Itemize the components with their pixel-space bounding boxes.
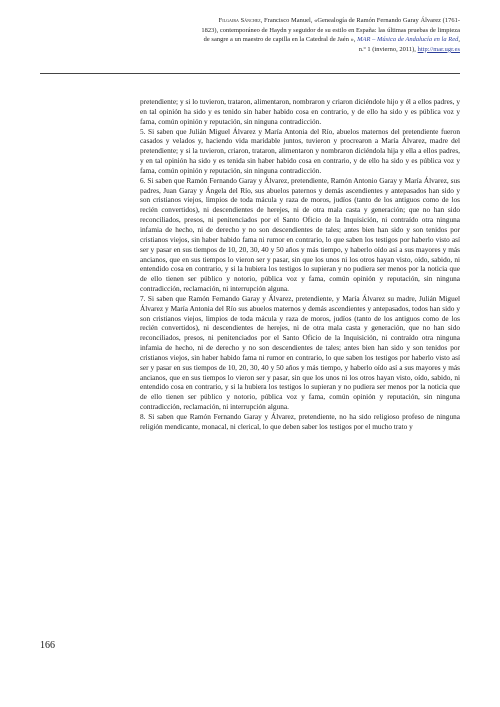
- paragraph-item-8: 8. Si saben que Ramón Fernando Garay y Álvarez, pretendiente, no ha sido religioso profeso de ninguna religión mendicante, monacal, ni clerical, lo que deben saber los testigos por el mucho trato y: [140, 412, 460, 431]
- page-number: 166: [40, 640, 55, 651]
- citation-author: Filgaira Sánchez: [218, 17, 261, 24]
- journal-link[interactable]: http://mar.ugr.es: [417, 45, 460, 53]
- paragraph-item-6: 6. Si saben que Ramón Fernando Garay y Álvarez, pretendiente, Ramón Antonio Garay y María Álvarez, sus padres, Juan Garay y Ángela del Río, sus abuelos paternos y demás ascendientes y antepasados han sido y son cristianos viejos, limpios de toda mácula y raza de moros, judíos (tanto de los antiguos como de los recién convertidos), ni descendientes de herejes, ni de otra mala casta y generación; que no han sido reconciliados, presos, ni penitenciados por el Santo Oficio de la Inquisición, ni contraído otra ninguna infamia de hecho, ni de derecho y no son descendientes de tales; antes bien han sido y son tenidos por cristianos viejos, sin haber habido fama ni rumor en contrario, lo que saben los testigos por haberlo visto así ser y pasar en sus tiempos de 10, 20, 30, 40 y 50 años y más tiempo, y haberlo oído así a sus mayores y más ancianos, que en sus tiempos lo vieron ser y pasar, sin que los unos ni los otros hayan visto, oído, sabido, ni entendido cosa en contrario, y si la hubiera los testigos lo supieran y no pudiera ser menos por la noticia que de ello tienen ser público y notorio, pública voz y fama, común opinión y reputación, sin ninguna contradicción, reclamación, ni interrupción alguna.: [140, 175, 460, 294]
- paragraph-continuation: pretendiente; y si lo tuvieron, trataron, alimentaron, nombraron y criaron diciéndole hijo y él a ellos padres, y en tal opinión ha sido y es tenido sin haber habido cosa en contrario, y de ello ha sido y es pública voz y fama, común opinión y reputación, sin ninguna contradicción.: [140, 97, 460, 126]
- citation-line-3: [40, 35, 460, 45]
- citation-line-4: [40, 45, 460, 55]
- document-body: [140, 97, 460, 432]
- paragraph-item-7: 7. Si saben que Ramón Fernando Garay y Álvarez, pretendiente, y María Álvarez su madre, Julián Miguel Álvarez y María Antonia del Río sus abuelos maternos y demás ascendientes y antepasados, todos han sido y son cristianos viejos, limpios de toda mácula y raza de moros, judíos (tanto de los antiguos como de los recién convertidos), ni descendientes de herejes, ni de otra mala casta y generación, que no han sido reconciliados, presos, ni penitenciados por el Santo Oficio de la Inquisición, ni contraído otra ninguna infamia de hecho, ni de derecho y no son descendientes de tales; antes bien han sido y son tenidos por cristianos viejos, sin haber habido fama ni rumor en contrario, lo que saben los testigos por haberlo visto así ser y pasar en sus tiempos de 10, 20, 30, 40 y 50 años y más tiempo, y haberlo oído así a sus mayores y más ancianos, que en sus tiempos lo vieron ser y pasar, sin que los unos ni los otros hayan visto, oído, sabido, ni entendido cosa en contrario, y si la hubiera los testigos lo supieran y no pudiera ser menos por la noticia que de ello tienen ser público y notorio, pública voz y fama, común opinión y reputación, sin ninguna contradicción, reclamación, ni interrupción alguna.: [140, 293, 460, 412]
- citation-author-rest: , Francisco Manuel, «Genealogía de Ramón Fernando Garay Álvarez (1761-: [260, 17, 460, 24]
- citation-title-end: de sangre a un maestro de capilla en la Catedral de Jaén »,: [203, 36, 358, 44]
- citation-header: [40, 16, 460, 54]
- issue-info: n.º 1 (invierno, 2011),: [358, 45, 418, 53]
- citation-comma: ,: [458, 36, 460, 44]
- citation-line-1: [40, 16, 460, 26]
- citation-line-2: 1823), contemporáneo de Haydn y seguidor de su estilo en España: las últimas pruebas de limpieza: [201, 26, 460, 34]
- header-divider: [40, 73, 460, 74]
- journal-name: MAR – Música de Andalucía en la Red: [357, 36, 459, 44]
- paragraph-item-5: 5. Si saben que Julián Miguel Álvarez y María Antonia del Río, abuelos maternos del pretendiente fueron casados y velados y, haciendo vida maridable juntos, tuvieron y procrearon a María Álvarez, madre del pretendiente; y si la tuvieron, criaron, trataron, alimentaron y nombraron diciéndola hija y ella a ellos padres, y en tal opinión ha sido y es tenida sin haber habido cosa en contrario, y de ello ha sido y es pública voz y fama, común opinión y reputación, sin ninguna contradicción.: [140, 126, 460, 175]
